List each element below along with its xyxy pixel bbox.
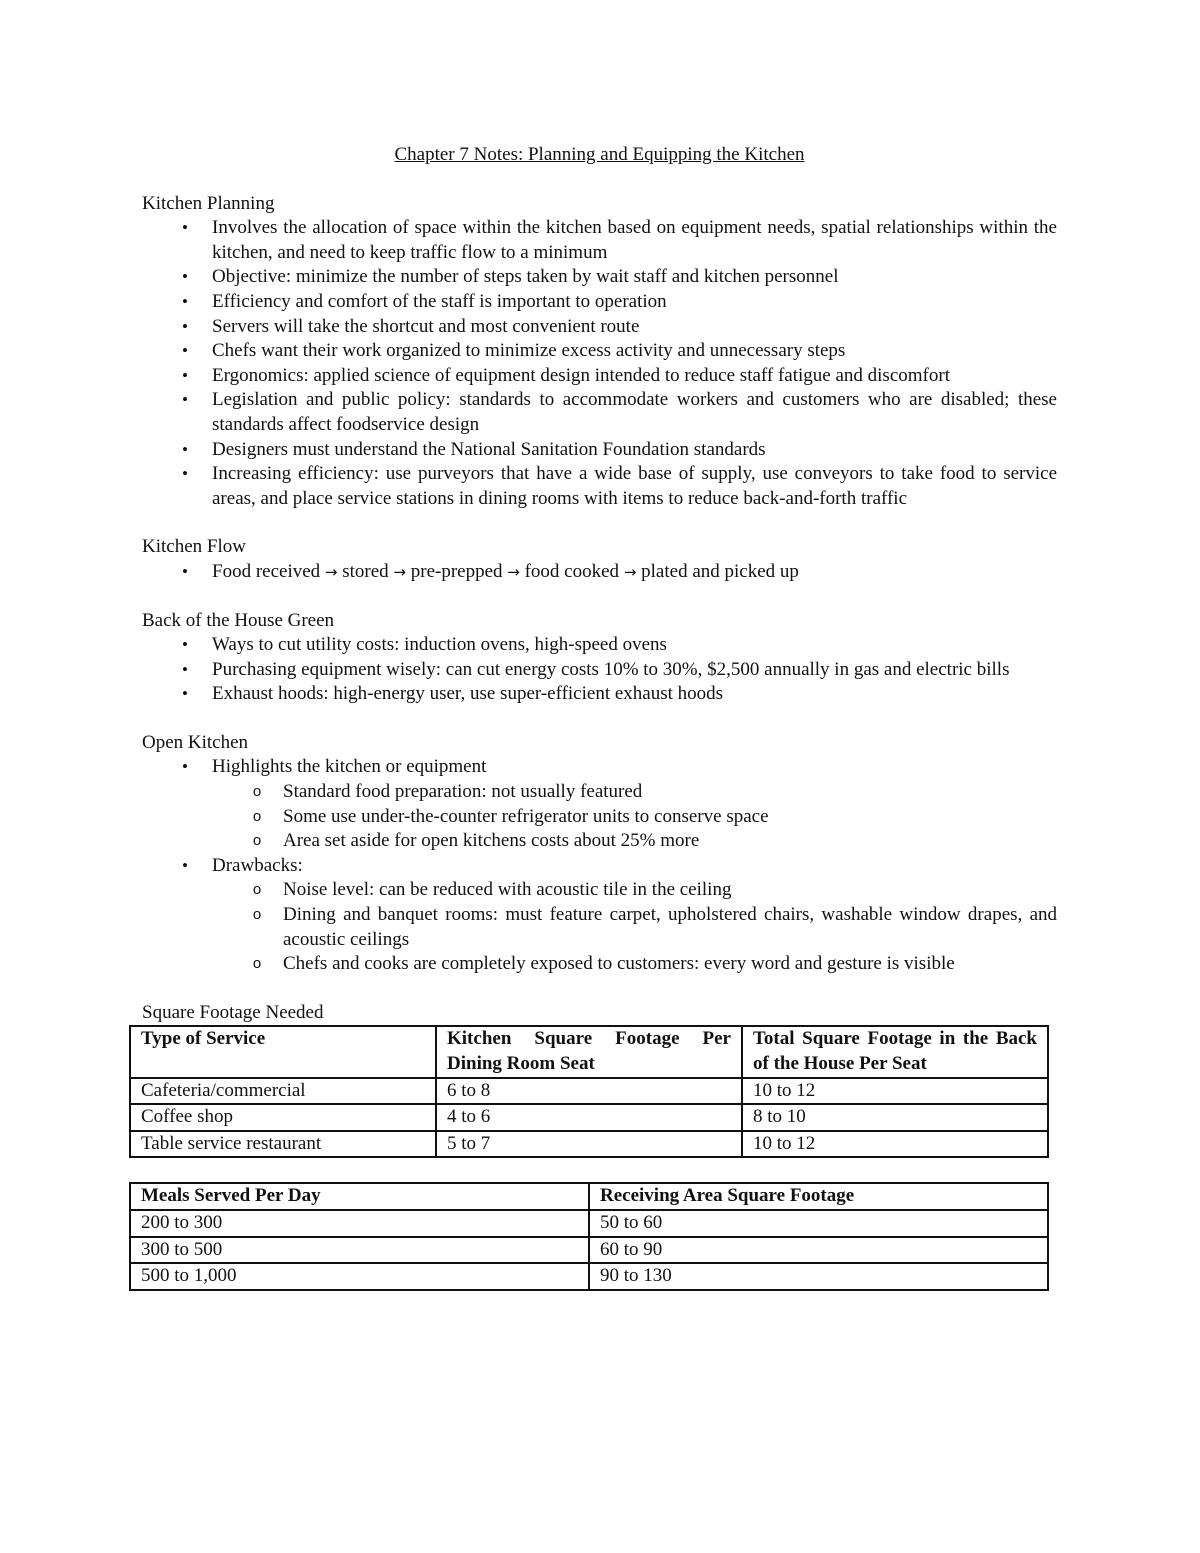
table-header-cell: Kitchen Square Footage Per Dining Room Seat (436, 1026, 742, 1077)
table-cell: 5 to 7 (436, 1131, 742, 1158)
bullet-icon: • (182, 757, 188, 777)
bullet-item: • Highlights the kitchen or equipment (142, 755, 1057, 780)
flow-item (142, 560, 1057, 585)
bullet-icon: • (182, 291, 188, 311)
bullet-icon: • (182, 635, 188, 655)
bullet-item: • Involves the allocation of space within the kitchen based on equipment needs, spatial relationships within the kitchen, and need to keep traffic flow to a minimum (142, 216, 1057, 265)
bullet-icon: • (182, 365, 188, 385)
flow-step: plated and picked up (641, 560, 799, 582)
bullet-list (142, 560, 1057, 585)
sub-bullet-item: o Area set aside for open kitchens costs about 25% more (142, 829, 1057, 854)
sub-bullet-icon: o (252, 807, 262, 825)
flow-step: food cooked (524, 560, 620, 582)
bullet-item: • Objective: minimize the number of steps taken by wait staff and kitchen personnel (142, 265, 1057, 290)
table-row (130, 1237, 1048, 1264)
table-cell: 8 to 10 (742, 1104, 1048, 1131)
table-cell: 500 to 1,000 (130, 1263, 589, 1290)
table-header-cell: Total Square Footage in the Back of the House Per Seat (742, 1026, 1048, 1077)
bullet-icon: • (182, 267, 188, 287)
table-cell: Coffee shop (130, 1104, 436, 1131)
sub-bullet-item: o Chefs and cooks are completely exposed to customers: every word and gesture is visible (142, 952, 1057, 977)
bullet-icon: • (182, 464, 188, 484)
bullet-item: • Legislation and public policy: standards to accommodate workers and customers who are disabled; these standards affect foodservice design (142, 388, 1057, 437)
table-row (130, 1078, 1048, 1105)
arrow-right-icon: → (324, 562, 338, 581)
sub-bullet-item: o Some use under-the-counter refrigerator units to conserve space (142, 805, 1057, 830)
bullet-icon: • (182, 659, 188, 679)
section-kitchen-planning (142, 192, 1057, 512)
table-cell: 60 to 90 (589, 1237, 1048, 1264)
bullet-list (142, 854, 1057, 879)
bullet-item: • Increasing efficiency: use purveyors that have a wide base of supply, use conveyors to take food to service areas, and place service stations in dining rooms with items to reduce back-and-forth traffic (142, 462, 1057, 511)
bullet-icon: • (182, 218, 188, 238)
receiving-area-table (129, 1182, 1049, 1290)
table-row (130, 1210, 1048, 1237)
table-row (130, 1104, 1048, 1131)
bullet-item: • Servers will take the shortcut and most convenient route (142, 315, 1057, 340)
bullet-item: • Purchasing equipment wisely: can cut energy costs 10% to 30%, $2,500 annually in gas and electric bills (142, 658, 1057, 683)
arrow-right-icon: → (393, 562, 406, 581)
sub-bullet-icon: o (252, 832, 262, 850)
table-cell: 50 to 60 (589, 1210, 1048, 1237)
bullet-icon: • (182, 684, 188, 704)
sub-bullet-list (142, 878, 1057, 976)
bullet-icon: • (182, 855, 188, 875)
table-header-row (130, 1183, 1048, 1210)
table-row (130, 1131, 1048, 1158)
table-cell: 10 to 12 (742, 1131, 1048, 1158)
section-heading: Kitchen Planning (142, 192, 275, 214)
table-cell: 4 to 6 (436, 1104, 742, 1131)
bullet-item: • Chefs want their work organized to minimize excess activity and unnecessary steps (142, 339, 1057, 364)
bullet-list (142, 216, 1057, 511)
table-cell: Cafeteria/commercial (130, 1078, 436, 1105)
sub-bullet-item: o Standard food preparation: not usually featured (142, 780, 1057, 805)
arrow-right-icon: → (623, 562, 637, 581)
flow-step: Food received (212, 560, 321, 582)
bullet-item: • Designers must understand the National Sanitation Foundation standards (142, 438, 1057, 463)
bullet-icon: • (182, 439, 188, 459)
bullet-list (142, 633, 1057, 707)
sub-bullet-icon: o (252, 955, 262, 973)
section-back-of-house-green (142, 609, 1057, 707)
flow-step: stored (342, 560, 389, 582)
sub-bullet-list (142, 780, 1057, 854)
bullet-item: • Ergonomics: applied science of equipment design intended to reduce staff fatigue and discomfort (142, 364, 1057, 389)
table-header-row (130, 1026, 1048, 1077)
sub-bullet-item: o Dining and banquet rooms: must feature carpet, upholstered chairs, washable window drapes, and acoustic ceilings (142, 903, 1057, 952)
sub-bullet-item: o Noise level: can be reduced with acoustic tile in the ceiling (142, 878, 1057, 903)
bullet-item: • Ways to cut utility costs: induction ovens, high-speed ovens (142, 633, 1057, 658)
bullet-icon: • (182, 341, 188, 361)
flow-step: pre-prepped (410, 560, 503, 582)
sub-bullet-icon: o (252, 906, 262, 924)
square-footage-table (129, 1025, 1049, 1158)
table-cell: 10 to 12 (742, 1078, 1048, 1105)
sub-bullet-icon: o (252, 881, 262, 899)
table-row (130, 1263, 1048, 1290)
section-heading: Kitchen Flow (142, 536, 246, 558)
bullet-icon: • (182, 316, 188, 336)
table-cell: Table service restaurant (130, 1131, 436, 1158)
table-cell: 90 to 130 (589, 1263, 1048, 1290)
bullet-item: • Exhaust hoods: high-energy user, use super-efficient exhaust hoods (142, 682, 1057, 707)
bullet-icon: • (182, 561, 188, 581)
document-title: Chapter 7 Notes: Planning and Equipping the Kitchen (394, 144, 805, 165)
arrow-right-icon: → (507, 562, 520, 581)
table-header-cell: Receiving Area Square Footage (589, 1183, 1048, 1210)
table-header-cell: Meals Served Per Day (130, 1183, 589, 1210)
section-open-kitchen (142, 731, 1057, 977)
table-header-cell: Type of Service (130, 1026, 436, 1077)
table-cell: 300 to 500 (130, 1237, 589, 1264)
sub-bullet-icon: o (252, 783, 262, 801)
section-heading: Open Kitchen (142, 731, 249, 753)
bullet-item: • Efficiency and comfort of the staff is important to operation (142, 290, 1057, 315)
table-cell: 200 to 300 (130, 1210, 589, 1237)
section-heading: Back of the House Green (142, 609, 335, 631)
table-cell: 6 to 8 (436, 1078, 742, 1105)
document-page (142, 143, 1057, 1291)
bullet-list (142, 755, 1057, 780)
section-kitchen-flow (142, 535, 1057, 584)
bullet-icon: • (182, 390, 188, 410)
bullet-item: • Drawbacks: (142, 854, 1057, 879)
table-caption: Square Footage Needed (142, 1001, 324, 1023)
